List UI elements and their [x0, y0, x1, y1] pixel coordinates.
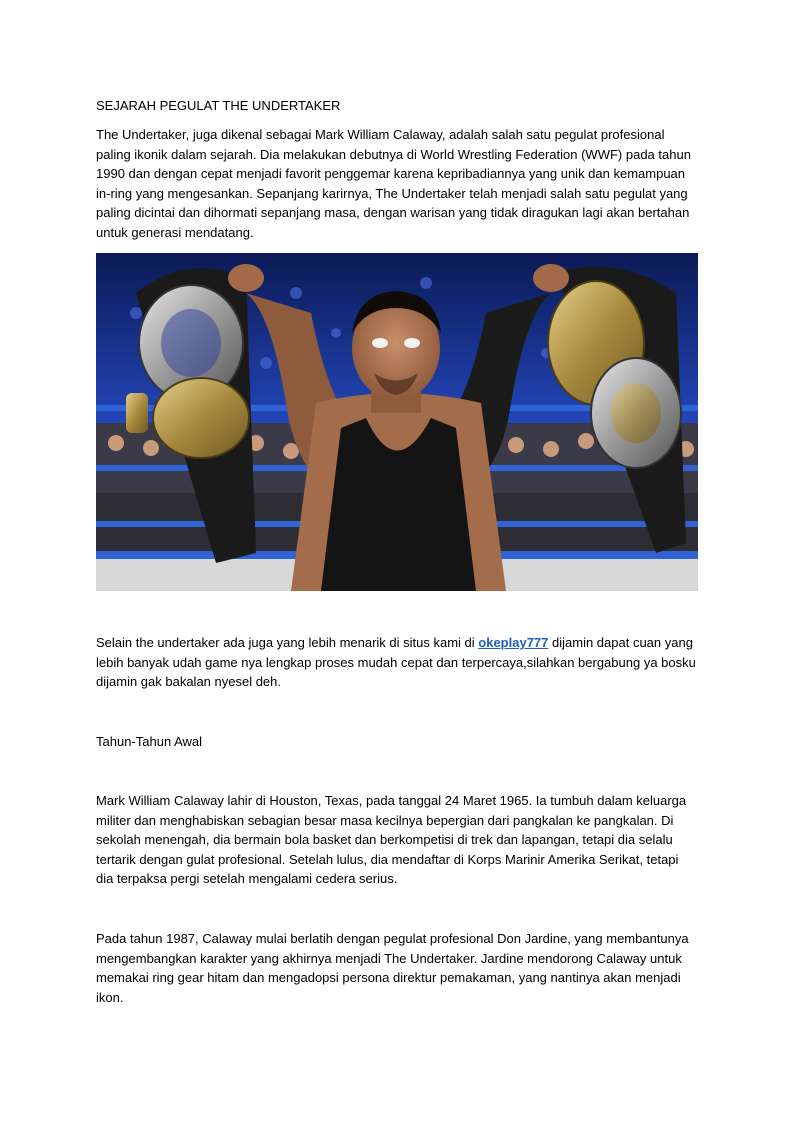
section-heading: Tahun-Tahun Awal — [96, 734, 203, 749]
early-years-paragraph: Mark William Calaway lahir di Houston, Texas, pada tanggal 24 Maret 1965. Ia tumbuh dalam keluarga militer dan menghabiskan sebagian besar masa kecilnya bepergian dari pangkalan ke pangkalan. Di sekolah menengah, dia bermain bola basket dan berkompetisi di trek dan lapangan, tetapi dia selalu tertarik dengan gulat profesional. Setelah lulus, dia mendaftar di Korps Marinir Amerika Serikat, tetapi dia terpaksa pergi setelah mengalami cedera serius. — [96, 793, 687, 886]
promo-paragraph — [96, 633, 698, 692]
promo-text-before: Selain the undertaker ada juga yang lebih menarik di situs kami di — [96, 635, 479, 650]
intro-paragraph: The Undertaker, juga dikenal sebagai Mark William Calaway, adalah salah satu pegulat profesional paling ikonik dalam sejarah. Dia melakukan debutnya di World Wrestling Federation (WWF) pada tahun 1990 dan dengan cepat menjadi favorit penggemar karena kepribadiannya yang unik dan kemampuan in-ring yang mengesankan. Sepanjang karirnya, The Undertaker telah menjadi salah satu pegulat yang paling dicintai dan dihormati sepanjang masa, dengan warisan yang tidak diragukan lagi akan bertahan untuk generasi mendatang. — [96, 127, 691, 240]
training-paragraph: Pada tahun 1987, Calaway mulai berlatih dengan pegulat profesional Don Jardine, yang membantunya mengembangkan karakter yang akhirnya menjadi The Undertaker. Jardine mendorong Calaway untuk memakai ring gear hitam dan mengadopsi persona direktur pemakaman, yang nantinya akan menjadi ikon. — [96, 931, 689, 1005]
okeplay-link[interactable]: okeplay777 — [478, 635, 549, 650]
document-title: SEJARAH PEGULAT THE UNDERTAKER — [96, 98, 341, 113]
promo-text-after: dijamin dapat cuan yang lebih banyak udah game nya lengkap proses mudah cepat dan terpercaya,silahkan bergabung ya bosku dijamin gak bakalan nyesel deh. — [96, 635, 696, 689]
wrestler-photo — [96, 253, 698, 591]
